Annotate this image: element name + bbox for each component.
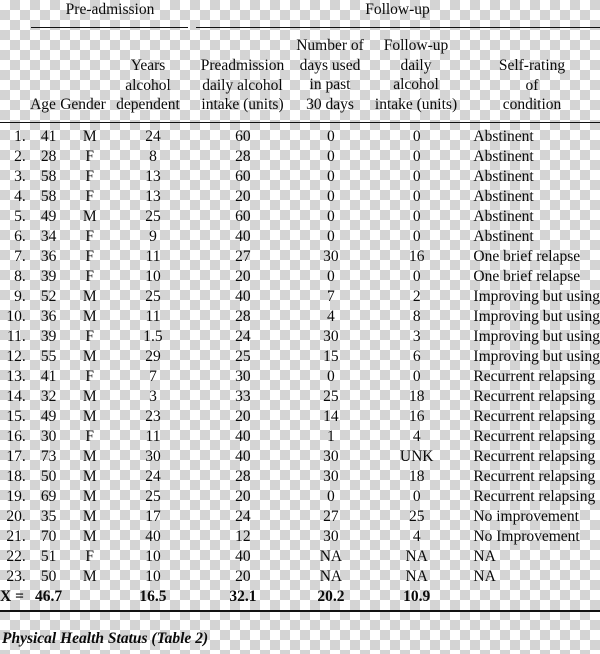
cell-self-rating: Recurrent relapsing: [473, 388, 596, 405]
column-header-self-rating-line-1: Self-rating: [498, 57, 566, 74]
cell-days-used: NA: [319, 568, 343, 585]
column-header-followup-line-4: intake (units): [374, 95, 458, 113]
cell-preadmission-intake: 20: [235, 408, 251, 425]
cell-age: 55: [40, 348, 57, 365]
cell-preadmission-intake: 30: [235, 368, 251, 385]
cell-gender: F: [85, 228, 95, 245]
cell-self-rating: Improving but using: [473, 308, 600, 325]
cell-preadmission-intake: 40: [235, 448, 251, 465]
cell-self-rating: Recurrent relapsing: [473, 428, 596, 445]
cell-preadmission-intake: 60: [235, 208, 251, 225]
cell-years-dependent: 11: [145, 428, 161, 445]
cell-age: 58: [40, 188, 57, 205]
table-row: [0, 207, 600, 227]
table-body: [0, 127, 600, 607]
cell-self-rating: Improving but using: [473, 348, 600, 365]
cell-self-rating: NA: [473, 568, 496, 585]
cell-years-dependent: 16.5: [139, 588, 167, 605]
column-header-years-line-3: dependent: [116, 96, 180, 114]
cell-days-used: 27: [323, 508, 339, 525]
cell-days-used: 0: [327, 168, 335, 185]
cell-age: 49: [40, 408, 57, 425]
row-number: 3.: [14, 168, 26, 185]
cell-followup-intake: 16: [408, 248, 425, 265]
table-row: [0, 147, 600, 167]
cell-days-used: 30: [323, 448, 339, 465]
cell-age: 69: [40, 488, 57, 505]
cell-self-rating: Improving but using: [473, 328, 600, 345]
table-row: [0, 547, 600, 567]
row-number: 23.: [6, 568, 26, 585]
cell-self-rating: No Improvement: [473, 528, 580, 545]
cell-years-dependent: 7: [149, 368, 157, 385]
column-header-days-used: [290, 36, 370, 114]
cell-years-dependent: 11: [145, 308, 161, 325]
cell-preadmission-intake: 33: [235, 388, 251, 405]
cell-preadmission-intake: 20: [235, 188, 251, 205]
cell-followup-intake: NA: [405, 568, 428, 585]
column-header-followup-line-1: Follow-up: [383, 37, 449, 54]
cell-years-dependent: 3: [149, 388, 157, 405]
row-number: 9.: [14, 288, 26, 305]
cell-days-used: 15: [323, 348, 339, 365]
row-number: 18.: [6, 468, 26, 485]
cell-days-used: 14: [323, 408, 339, 425]
cell-years-dependent: 10: [145, 268, 161, 285]
row-number: 2.: [14, 148, 26, 165]
column-header-days-line-4: 30 days: [306, 95, 354, 113]
cell-age: 41: [40, 368, 57, 385]
cell-gender: M: [82, 388, 97, 405]
cell-gender: M: [82, 508, 97, 525]
cell-gender: M: [82, 408, 97, 425]
cell-followup-intake: 3: [412, 328, 421, 345]
cell-self-rating: Abstinent: [473, 128, 534, 145]
cell-preadmission-intake: 40: [235, 548, 251, 565]
table-row: [0, 227, 600, 247]
column-header-preadmission-line-3: intake (units): [201, 96, 284, 114]
table-row: [0, 347, 600, 367]
table-row: [0, 187, 600, 207]
row-number: 16.: [6, 428, 26, 445]
cell-age: 28: [40, 148, 57, 165]
cell-years-dependent: 29: [145, 348, 161, 365]
cell-years-dependent: 13: [145, 188, 161, 205]
group-header-pre-admission: Pre-admission: [65, 1, 155, 18]
cell-gender: F: [85, 168, 95, 185]
cell-gender: [65, 587, 114, 607]
cell-followup-intake: 0: [412, 228, 421, 245]
cell-gender: M: [82, 308, 97, 325]
table-row: [0, 287, 600, 307]
row-number: 21.: [6, 528, 26, 545]
cell-self-rating: Recurrent relapsing: [473, 368, 596, 385]
cell-self-rating: NA: [473, 548, 496, 565]
table-row: [0, 327, 600, 347]
cell-followup-intake: 0: [412, 488, 421, 505]
column-header-preadmission-line-2: daily alcohol: [202, 76, 283, 94]
cell-preadmission-intake: 20: [235, 268, 251, 285]
table-row: [0, 267, 600, 287]
cell-days-used: 0: [327, 228, 335, 245]
column-header-gender-line-1: Gender: [60, 96, 106, 113]
cell-preadmission-intake: 27: [235, 248, 251, 265]
cell-age: 30: [40, 428, 57, 445]
bottom-rule: [0, 610, 600, 612]
cell-followup-intake: 4: [412, 528, 421, 545]
row-number: 1.: [14, 128, 26, 145]
table-row: [0, 167, 600, 187]
group-header-follow-up: Follow-up: [365, 1, 430, 18]
cell-followup-intake: 0: [412, 208, 421, 225]
column-header-preadmission-line-1: Preadmission: [200, 57, 285, 74]
cell-years-dependent: 10: [145, 568, 161, 585]
cell-years-dependent: 11: [145, 248, 161, 265]
cell-years-dependent: 24: [145, 468, 161, 485]
cell-years-dependent: 10: [145, 548, 161, 565]
cell-gender: F: [85, 148, 95, 165]
cell-days-used: 0: [327, 488, 335, 505]
cell-self-rating: Abstinent: [473, 208, 534, 225]
cell-days-used: 0: [327, 188, 335, 205]
cell-age: 39: [40, 268, 57, 285]
table-row: [0, 507, 600, 527]
cell-followup-intake: NA: [405, 548, 428, 565]
cell-gender: F: [85, 368, 95, 385]
cell-gender: M: [82, 468, 97, 485]
cell-days-used: 30: [323, 328, 339, 345]
cell-followup-intake: 0: [412, 268, 421, 285]
row-number: 22.: [6, 548, 26, 565]
row-number: 5.: [14, 208, 26, 225]
cell-days-used: 30: [323, 528, 339, 545]
cell-days-used: 30: [323, 248, 339, 265]
cell-followup-intake: 0: [412, 148, 421, 165]
group-rule-follow-up: [196, 27, 600, 28]
table-row: [0, 487, 600, 507]
table-row-mean: [0, 587, 600, 607]
cell-age: 73: [40, 448, 57, 465]
cell-self-rating: One brief relapse: [473, 248, 581, 265]
cell-years-dependent: 25: [145, 208, 161, 225]
row-number: 6.: [14, 228, 26, 245]
cell-followup-intake: 6: [412, 348, 421, 365]
cell-followup-intake: 18: [408, 388, 425, 405]
cell-preadmission-intake: 20: [235, 568, 251, 585]
cell-age: 50: [40, 468, 57, 485]
cell-followup-intake: 25: [408, 508, 425, 525]
column-header-self-rating-line-2: of: [525, 76, 539, 94]
row-number: 19.: [6, 488, 26, 505]
cell-followup-intake: 4: [412, 428, 421, 445]
table-row: [0, 127, 600, 147]
cell-age: 50: [40, 568, 57, 585]
header-rule: [0, 122, 600, 123]
cell-years-dependent: 24: [145, 128, 161, 145]
cell-followup-intake: 10.9: [403, 588, 431, 605]
row-number: 17.: [6, 448, 26, 465]
row-number: 4.: [14, 188, 26, 205]
cell-gender: F: [85, 548, 95, 565]
cell-days-used: 4: [327, 308, 335, 325]
cell-followup-intake: 0: [412, 188, 421, 205]
cell-self-rating: One brief relapse: [473, 268, 581, 285]
row-number: 13.: [6, 368, 26, 385]
table-row: [0, 307, 600, 327]
cell-years-dependent: 13: [145, 168, 161, 185]
patient-data-table: [0, 127, 600, 607]
cell-preadmission-intake: 25: [235, 348, 251, 365]
cell-self-rating: Abstinent: [473, 168, 534, 185]
column-header-followup-line-3: alcohol: [393, 76, 439, 94]
cell-preadmission-intake: 20: [235, 488, 251, 505]
cell-age: 32: [40, 388, 57, 405]
cell-gender: F: [85, 268, 95, 285]
cell-age: 58: [40, 168, 57, 185]
table-row: [0, 527, 600, 547]
cell-preadmission-intake: 32.1: [229, 588, 257, 605]
cell-days-used: 25: [323, 388, 339, 405]
cell-preadmission-intake: 40: [235, 288, 251, 305]
cell-years-dependent: 25: [145, 488, 161, 505]
cell-days-used: NA: [319, 548, 343, 565]
cell-gender: F: [85, 248, 95, 265]
row-number: 12.: [6, 348, 26, 365]
cell-gender: M: [82, 488, 97, 505]
column-header-followup-daily-intake: [366, 36, 466, 114]
cell-gender: M: [82, 448, 97, 465]
row-number: X =: [0, 588, 24, 605]
cell-days-used: 0: [327, 208, 335, 225]
table-row: [0, 427, 600, 447]
cell-gender: F: [85, 428, 95, 445]
cell-gender: F: [85, 328, 95, 345]
cell-age: 39: [40, 328, 57, 345]
cell-preadmission-intake: 24: [235, 508, 251, 525]
column-header-years-line-1: Years: [130, 57, 166, 74]
cell-gender: M: [82, 208, 97, 225]
cell-followup-intake: 0: [412, 168, 421, 185]
column-header-years-alcohol-dependent: [108, 56, 188, 115]
figure-caption: Physical Health Status (Table 2): [2, 630, 209, 647]
column-header-preadmission-daily-intake: [190, 56, 295, 115]
cell-gender: M: [82, 288, 97, 305]
cell-followup-intake: 2: [412, 288, 421, 305]
cell-years-dependent: 23: [145, 408, 161, 425]
table-row: [0, 247, 600, 267]
cell-days-used: 0: [327, 128, 335, 145]
cell-years-dependent: 40: [145, 528, 161, 545]
column-header-gender: [58, 95, 108, 115]
cell-age: 41: [40, 128, 57, 145]
cell-years-dependent: 8: [149, 148, 157, 165]
cell-age: 35: [40, 508, 57, 525]
cell-followup-intake: 18: [408, 468, 425, 485]
cell-self-rating: Abstinent: [473, 228, 534, 245]
cell-preadmission-intake: 40: [235, 228, 251, 245]
cell-gender: M: [82, 568, 97, 585]
cell-preadmission-intake: 60: [235, 128, 251, 145]
cell-self-rating: Recurrent relapsing: [473, 488, 596, 505]
cell-gender: M: [82, 348, 97, 365]
group-rule-pre-admission: [31, 27, 188, 28]
cell-days-used: 1: [327, 428, 335, 445]
row-number: 14.: [6, 388, 26, 405]
cell-preadmission-intake: 60: [235, 168, 251, 185]
cell-age: 36: [40, 248, 57, 265]
table-row: [0, 467, 600, 487]
cell-self-rating: Recurrent relapsing: [473, 408, 596, 425]
cell-preadmission-intake: 12: [235, 528, 251, 545]
cell-self-rating: No improvement: [473, 508, 579, 525]
table-row: [0, 387, 600, 407]
table-row: [0, 447, 600, 467]
cell-years-dependent: 25: [145, 288, 161, 305]
cell-days-used: 0: [327, 368, 335, 385]
row-number: 11.: [6, 328, 26, 345]
cell-age: 70: [40, 528, 57, 545]
cell-days-used: 30: [323, 468, 339, 485]
cell-preadmission-intake: 28: [235, 468, 251, 485]
cell-followup-intake: 0: [412, 128, 421, 145]
cell-age: 52: [40, 288, 57, 305]
table-row: [0, 367, 600, 387]
cell-preadmission-intake: 28: [235, 148, 251, 165]
cell-preadmission-intake: 24: [235, 328, 251, 345]
cell-age: 49: [40, 208, 57, 225]
column-header-years-line-2: alcohol: [125, 76, 171, 94]
cell-followup-intake: 0: [412, 368, 421, 385]
row-number: 8.: [14, 268, 26, 285]
table-row: [0, 407, 600, 427]
cell-self-rating: Abstinent: [473, 148, 534, 165]
cell-days-used: 7: [327, 288, 335, 305]
cell-years-dependent: 1.5: [143, 328, 163, 345]
column-header-age: [26, 95, 60, 115]
cell-gender: M: [82, 528, 97, 545]
column-header-days-line-1: Number of: [296, 37, 364, 54]
cell-age: 46.7: [35, 588, 63, 605]
cell-years-dependent: 9: [149, 228, 157, 245]
cell-self-rating: Abstinent: [473, 188, 534, 205]
cell-followup-intake: 16: [408, 408, 425, 425]
row-number: 7.: [14, 248, 26, 265]
cell-age: 51: [40, 548, 57, 565]
cell-preadmission-intake: 28: [235, 308, 251, 325]
row-number: 10.: [6, 308, 26, 325]
cell-age: 36: [40, 308, 57, 325]
cell-days-used: 0: [327, 148, 335, 165]
cell-days-used: 20.2: [317, 588, 345, 605]
row-number: 15.: [6, 408, 26, 425]
column-header-days-line-3: in past: [309, 76, 351, 94]
cell-followup-intake: UNK: [399, 448, 434, 465]
row-number: 20.: [6, 508, 26, 525]
cell-self-rating: [465, 587, 600, 607]
column-header-self-rating-line-3: condition: [502, 96, 562, 114]
table-row: [0, 567, 600, 587]
cell-preadmission-intake: 40: [235, 428, 251, 445]
cell-years-dependent: 17: [145, 508, 161, 525]
cell-self-rating: Recurrent relapsing: [473, 468, 596, 485]
cell-age: 34: [40, 228, 57, 245]
cell-followup-intake: 8: [412, 308, 421, 325]
cell-days-used: 0: [327, 268, 335, 285]
column-header-days-line-2: days used: [299, 56, 361, 74]
cell-gender: F: [85, 188, 95, 205]
cell-self-rating: Improving but using: [473, 288, 600, 305]
cell-years-dependent: 30: [145, 448, 161, 465]
column-header-age-line-1: Age: [30, 96, 56, 113]
column-header-self-rating: [478, 56, 586, 115]
cell-gender: M: [82, 128, 97, 145]
cell-self-rating: Recurrent relapsing: [473, 448, 596, 465]
column-header-followup-line-2: daily: [400, 56, 432, 74]
